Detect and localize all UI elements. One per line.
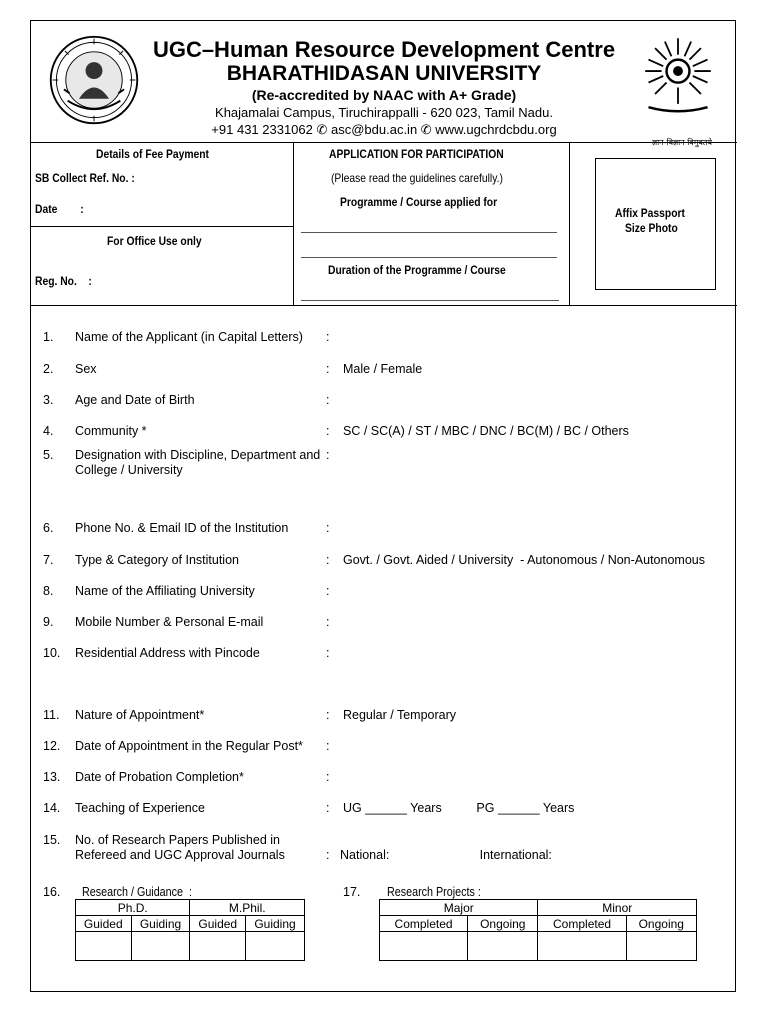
item-number: 15. (43, 833, 61, 847)
accreditation: (Re-accredited by NAAC with A+ Grade) (251, 87, 517, 103)
item-label: Community * (75, 424, 147, 438)
item-number: 9. (43, 615, 54, 629)
phd-header: Ph.D. (76, 900, 190, 916)
item-colon: : (326, 424, 330, 438)
ugc-motto: ज्ञान-विज्ञान विमुक्तये (651, 138, 713, 147)
fee-details-title: Details of Fee Payment (96, 147, 210, 161)
guidelines-note: (Please read the guidelines carefully.) (331, 171, 503, 185)
item-number: 17. (343, 885, 361, 899)
item-value[interactable]: Male / Female (343, 362, 423, 376)
item-colon: : (326, 770, 330, 784)
address: Khajamalai Campus, Tiruchirappalli - 620 023, Tamil Nadu. (215, 105, 553, 120)
contact-line: +91 431 2331062 ✆ asc@bdu.ac.in ✆ www.ugchrdcbdu.org (211, 122, 557, 137)
programme-label: Programme / Course applied for (339, 195, 497, 209)
item-label: Teaching of Experience (75, 801, 205, 815)
item-colon: : (326, 708, 330, 722)
item-label: Date of Probation Completion* (75, 770, 244, 784)
item-number: 11. (43, 708, 60, 722)
item-colon: : (326, 393, 330, 407)
programme-line-2[interactable] (301, 257, 557, 258)
divider (31, 226, 293, 227)
item-number: 13. (43, 770, 61, 784)
table-cell[interactable] (468, 932, 538, 961)
column-header: Guiding (246, 916, 305, 932)
application-title: APPLICATION FOR PARTICIPATION (329, 147, 505, 161)
column-header: Guiding (131, 916, 190, 932)
item-number: 1. (43, 330, 54, 344)
item-colon: : (326, 448, 330, 462)
sb-collect-ref: SB Collect Ref. No. : (35, 171, 135, 185)
item-number: 16. (43, 885, 61, 899)
item-label: Nature of Appointment* (75, 708, 205, 722)
item-number: 6. (43, 521, 54, 535)
item-number: 3. (43, 393, 54, 407)
item-value[interactable]: Regular / Temporary (343, 708, 457, 722)
column-header: Ongoing (468, 916, 538, 932)
column-header: Completed (538, 916, 626, 932)
item-label: Residential Address with Pincode (75, 646, 260, 660)
duration-label: Duration of the Programme / Course (327, 263, 506, 277)
passport-photo-box (595, 158, 716, 290)
minor-header: Minor (538, 900, 697, 916)
item-colon: : (326, 848, 330, 862)
item-number: 8. (43, 584, 54, 598)
research-guidance-table (75, 899, 305, 961)
item-number: 5. (43, 448, 54, 462)
item-number: 2. (43, 362, 54, 376)
research-guidance-label: Research / Guidance : (82, 885, 192, 899)
column-header: Guided (190, 916, 246, 932)
column-header: Ongoing (626, 916, 696, 932)
item-colon: : (326, 801, 330, 815)
item-colon: : (326, 615, 330, 629)
item-colon: : (326, 330, 330, 344)
item-number: 4. (43, 424, 54, 438)
item-label: Date of Appointment in the Regular Post* (75, 739, 303, 753)
item-number: 7. (43, 553, 54, 567)
table-cell[interactable] (380, 932, 468, 961)
item-label: Type & Category of Institution (75, 553, 239, 567)
divider (31, 142, 737, 143)
item-colon: : (326, 584, 330, 598)
item-label: Designation with Discipline, Department and College / University (75, 448, 321, 477)
photo-instruction: Affix Passport Size Photo (614, 206, 685, 235)
item-label: Sex (75, 362, 97, 376)
item-label: No. of Research Papers Published in Refereed and UGC Approval Journals (75, 833, 285, 862)
item-label: Name of the Affiliating University (75, 584, 255, 598)
item-colon: : (326, 739, 330, 753)
reg-no: Reg. No. : (35, 274, 92, 288)
payment-date: Date : (35, 202, 84, 216)
office-use-title: For Office Use only (106, 234, 202, 248)
item-colon: : (326, 521, 330, 535)
item-value[interactable]: UG ______ Years PG ______ Years (343, 801, 575, 815)
mphil-header: M.Phil. (190, 900, 305, 916)
item-colon: : (326, 553, 330, 567)
item-label: Age and Date of Birth (75, 393, 195, 407)
duration-line[interactable] (301, 300, 559, 301)
item-value[interactable]: Govt. / Govt. Aided / University - Autonomous / Non-Autonomous (343, 553, 705, 567)
item-number: 10. (43, 646, 61, 660)
programme-line-1[interactable] (301, 232, 557, 233)
item-number: 12. (43, 739, 61, 753)
divider (569, 142, 570, 305)
column-header: Guided (76, 916, 132, 932)
table-cell[interactable] (538, 932, 626, 961)
item-label: Phone No. & Email ID of the Institution (75, 521, 289, 535)
divider (31, 305, 737, 306)
item-value[interactable]: National: International: (340, 848, 552, 862)
table-cell[interactable] (626, 932, 696, 961)
centre-title: UGC–Human Resource Development Centre (152, 37, 616, 62)
item-value[interactable]: SC / SC(A) / ST / MBC / DNC / BC(M) / BC / Others (343, 424, 629, 438)
divider (293, 142, 294, 305)
major-header: Major (380, 900, 538, 916)
item-label: Mobile Number & Personal E-mail (75, 615, 264, 629)
item-colon: : (326, 646, 330, 660)
table-cell[interactable] (76, 932, 132, 961)
university-title: BHARATHIDASAN UNIVERSITY (226, 62, 542, 85)
item-label: Name of the Applicant (in Capital Letters) (75, 330, 303, 344)
column-header: Completed (380, 916, 468, 932)
item-colon: : (326, 362, 330, 376)
table-cell[interactable] (190, 932, 246, 961)
table-cell[interactable] (131, 932, 190, 961)
item-number: 14. (43, 801, 61, 815)
application-form (30, 20, 736, 992)
research-projects-label: Research Projects : (387, 885, 481, 899)
research-projects-table (379, 899, 697, 961)
table-cell[interactable] (246, 932, 305, 961)
